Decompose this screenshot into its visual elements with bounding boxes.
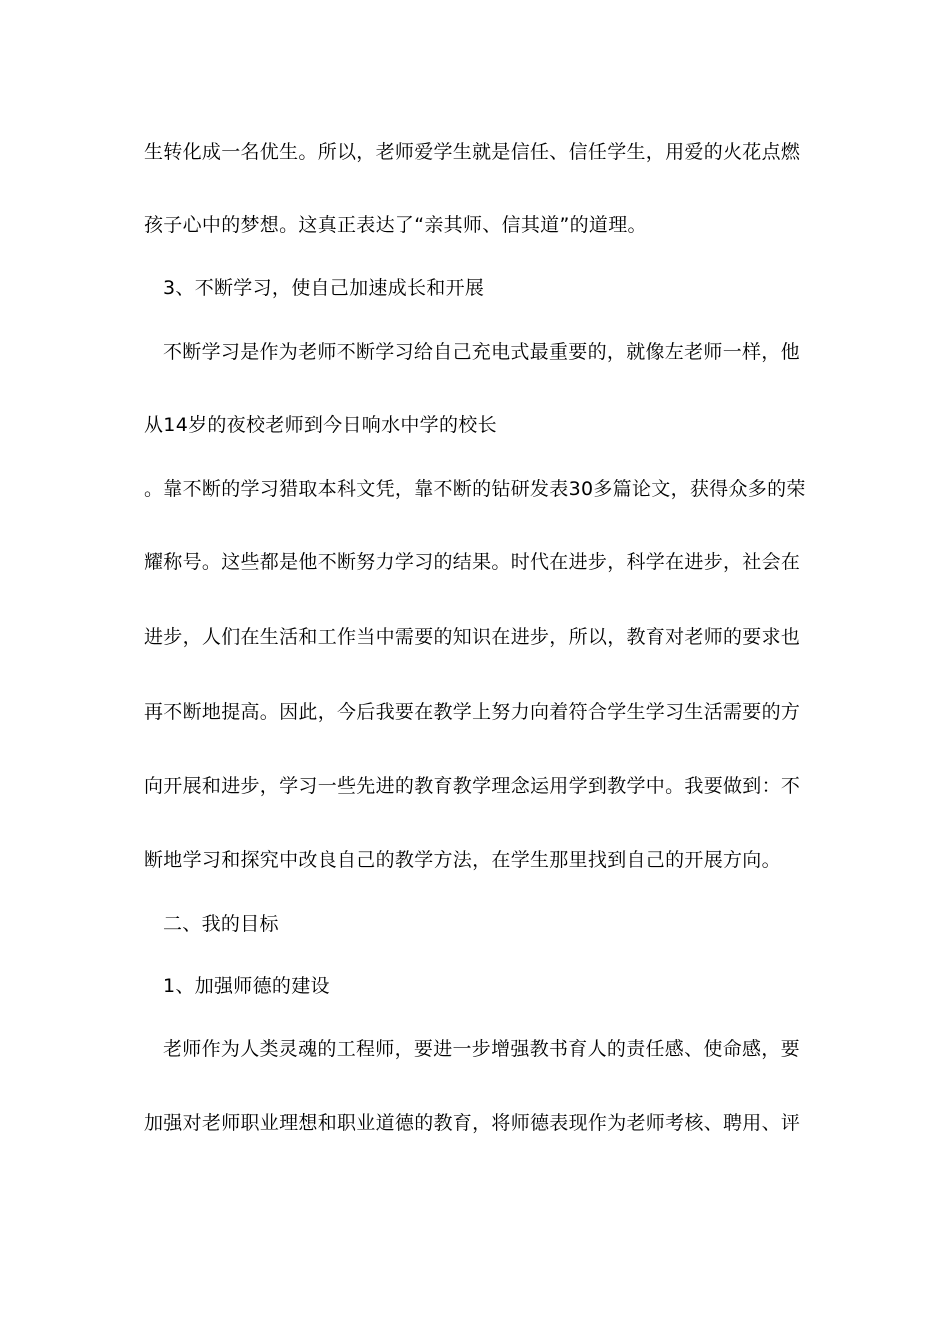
paragraph-line: 断地学习和探究中改良自己的教学方法，在学生那里找到自己的开展方向。 [144,849,781,871]
paragraph-line: 进步，人们在生活和工作当中需要的知识在进步，所以，教育对老师的要求也 [144,626,801,648]
paragraph-line: 老师作为人类灵魂的工程师，要进一步增强教书育人的责任感、使命感，要 [163,1038,800,1060]
paragraph-line: 耀称号。这些都是他不断努力学习的结果。时代在进步，科学在进步，社会在 [144,551,801,573]
paragraph-line: 从14岁的夜校老师到今日响水中学的校长 [144,414,497,436]
paragraph-line: 加强对老师职业理想和职业道德的教育，将师德表现作为老师考核、聘用、评 [144,1112,801,1134]
subsection-heading: 1、加强师德的建设 [163,975,330,997]
section-heading: 3、不断学习，使自己加速成长和开展 [163,277,485,299]
paragraph-line: 生转化成一名优生。所以，老师爱学生就是信任、信任学生，用爱的火花点燃 [144,141,801,163]
paragraph-line: 。靠不断的学习猎取本科文凭，靠不断的钻研发表30多篇论文，获得众多的荣 [144,478,806,500]
paragraph-line: 不断学习是作为老师不断学习给自己充电式最重要的，就像左老师一样，他 [163,341,800,363]
paragraph-line: 孩子心中的梦想。这真正表达了“亲其师、信其道”的道理。 [144,214,647,236]
paragraph-line: 再不断地提高。因此，今后我要在教学上努力向着符合学生学习生活需要的方 [144,701,801,723]
paragraph-line: 向开展和进步，学习一些先进的教育教学理念运用学到教学中。我要做到：不 [144,775,801,797]
section-heading: 二、我的目标 [163,913,279,935]
